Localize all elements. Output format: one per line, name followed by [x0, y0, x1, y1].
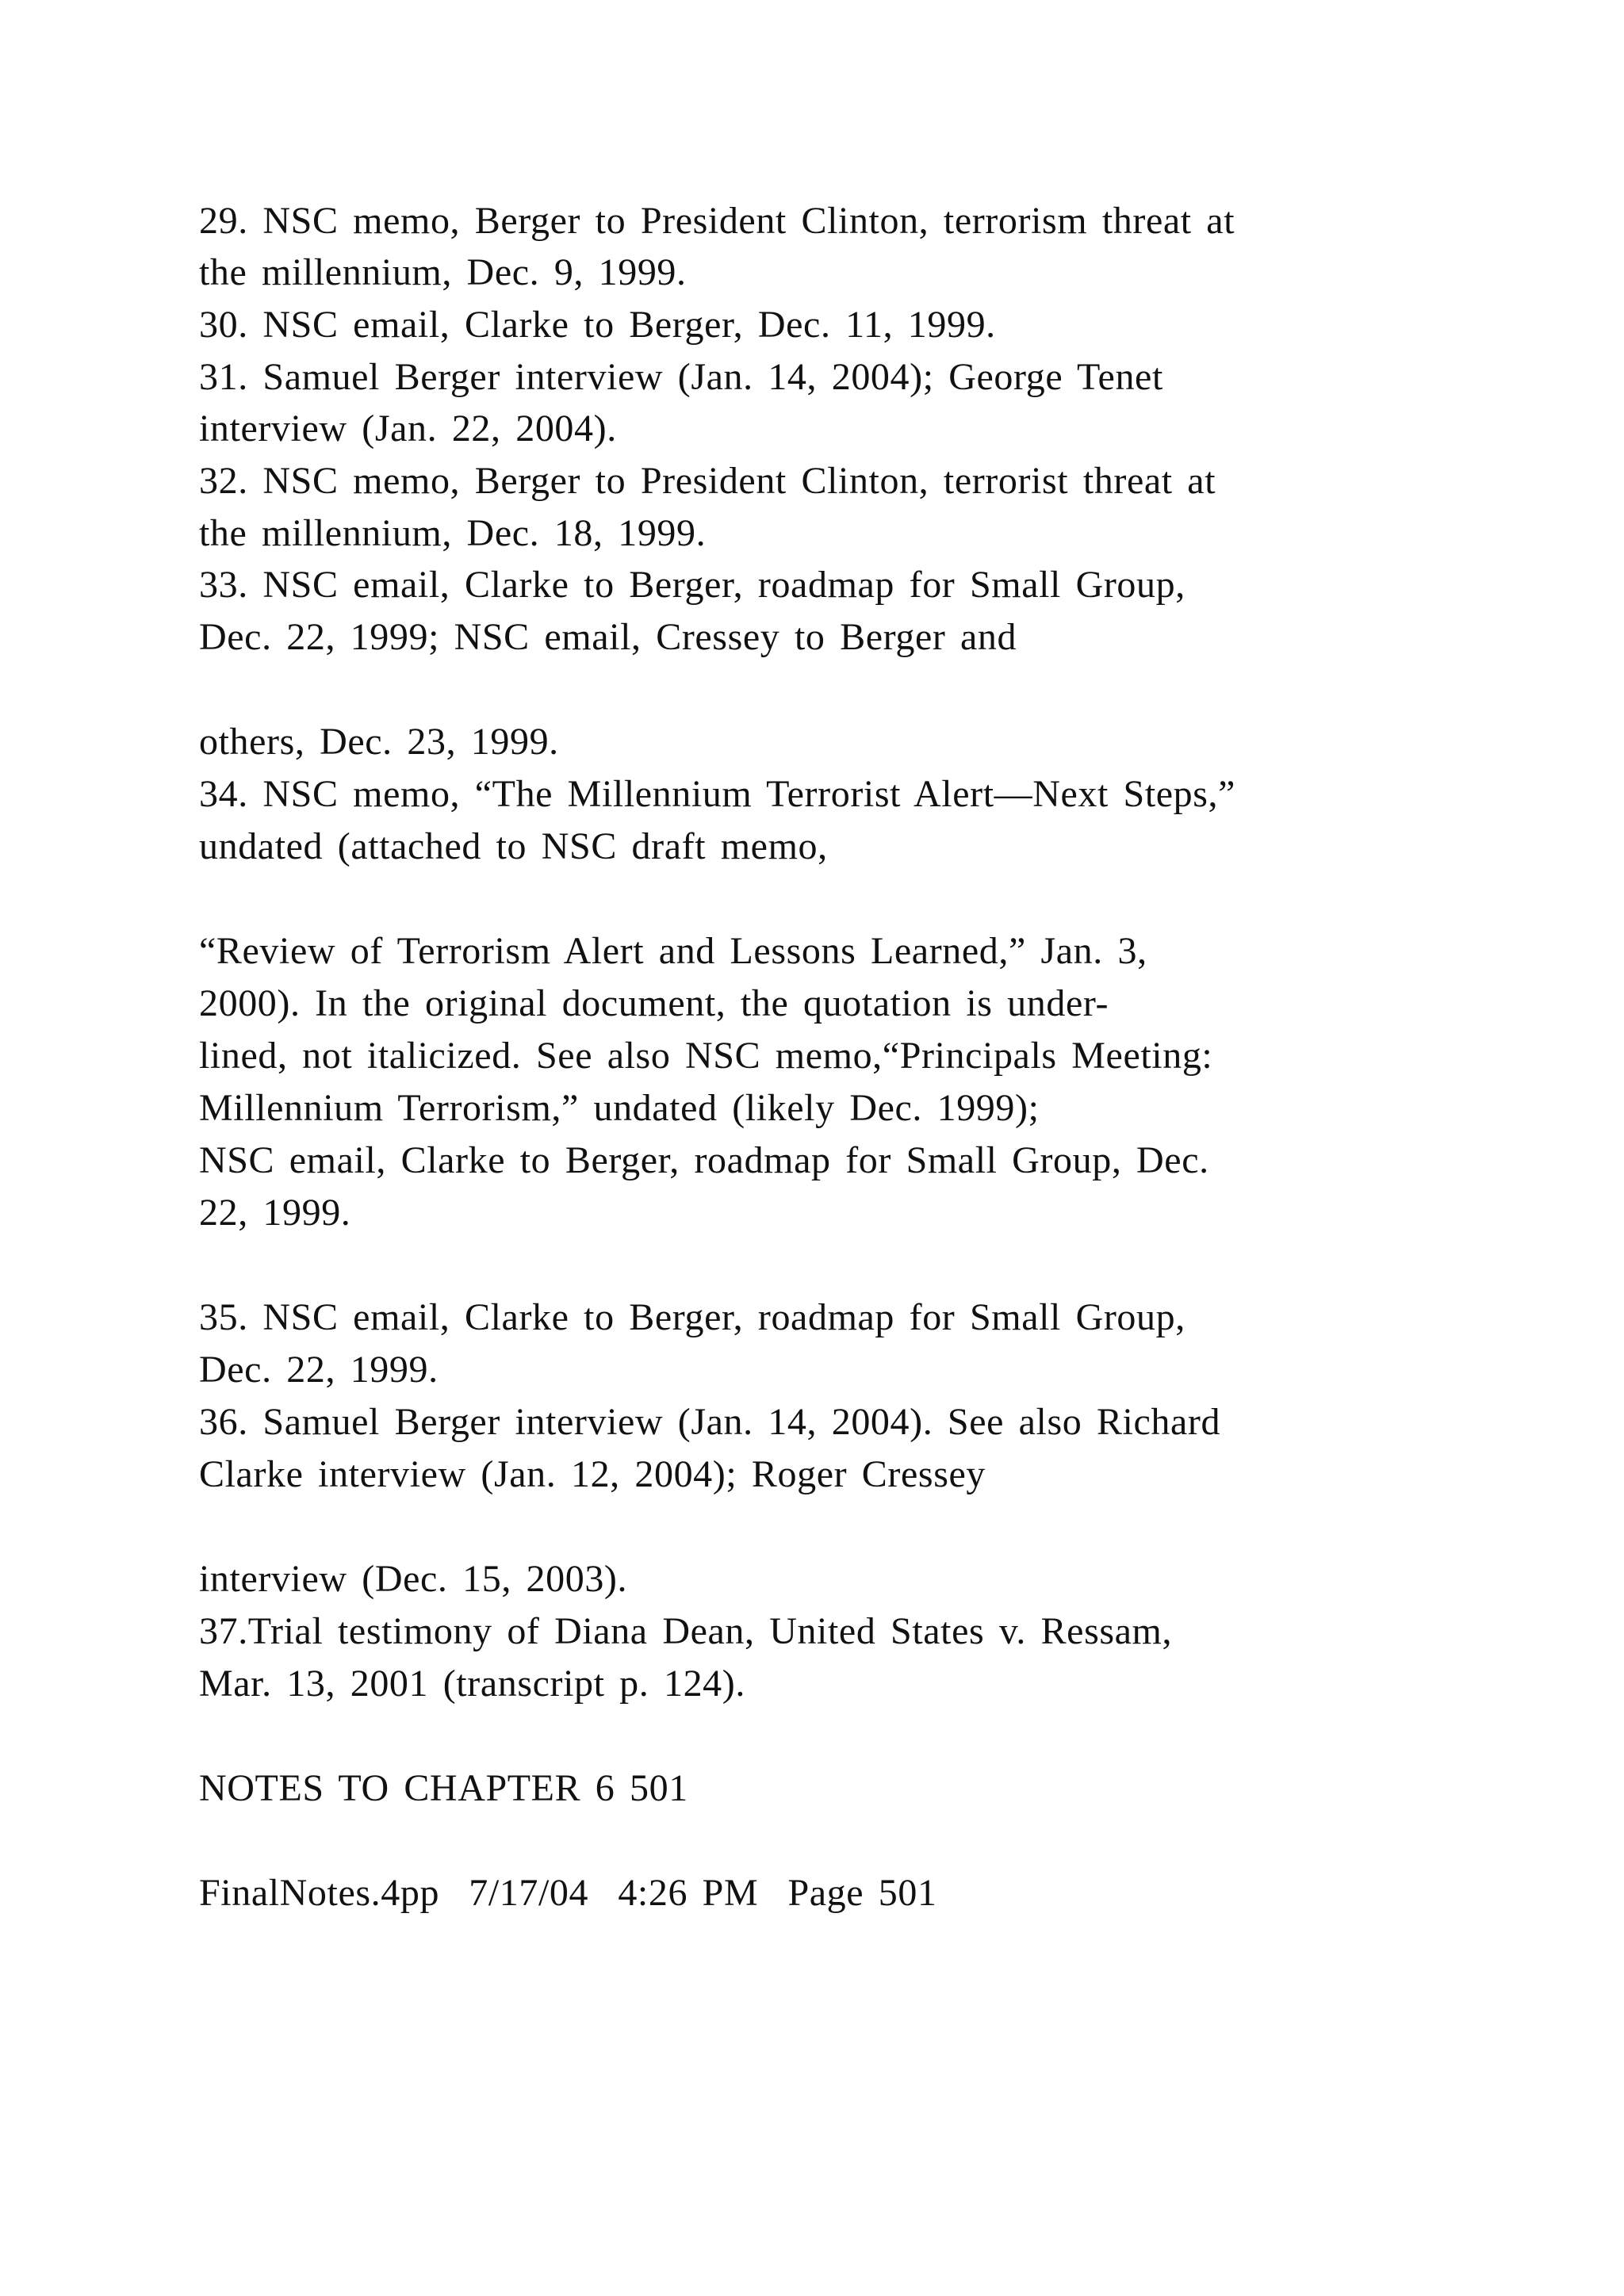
note-34-line-2: undated (attached to NSC draft memo, [199, 825, 828, 867]
note-31-line-2: interview (Jan. 22, 2004). [199, 408, 617, 450]
note-33-line-2: Dec. 22, 1999; NSC email, Cressey to Berger and [199, 616, 1017, 658]
print-slug-line: FinalNotes.4pp 7/17/04 4:26 PM Page 501 [199, 1872, 937, 1914]
note-34-line-7: NSC email, Clarke to Berger, roadmap for Small Group, Dec. [199, 1139, 1209, 1181]
note-34-line-3: “Review of Terrorism Alert and Lessons Learned,” Jan. 3, [199, 930, 1147, 972]
note-31-line-1: 31. Samuel Berger interview (Jan. 14, 2004); George Tenet [199, 356, 1163, 398]
note-37-line-2: Mar. 13, 2001 (transcript p. 124). [199, 1663, 745, 1705]
note-36-line-1: 36. Samuel Berger interview (Jan. 14, 2004). See also Richard [199, 1401, 1221, 1443]
note-34-line-5: lined, not italicized. See also NSC memo,“Principals Meeting: [199, 1035, 1213, 1077]
note-33-line-1: 33. NSC email, Clarke to Berger, roadmap for Small Group, [199, 564, 1185, 606]
note-36-line-2: Clarke interview (Jan. 12, 2004); Roger Cressey [199, 1453, 986, 1495]
note-32-line-1: 32. NSC memo, Berger to President Clinton, terrorist threat at [199, 460, 1216, 502]
note-29-line-1: 29. NSC memo, Berger to President Clinton, terrorism threat at [199, 200, 1235, 242]
note-29-line-2: the millennium, Dec. 9, 1999. [199, 251, 687, 293]
note-36-line-3: interview (Dec. 15, 2003). [199, 1558, 628, 1600]
note-33-line-3: others, Dec. 23, 1999. [199, 721, 559, 763]
note-35-line-2: Dec. 22, 1999. [199, 1349, 439, 1391]
running-footer: NOTES TO CHAPTER 6 501 [199, 1767, 688, 1809]
note-35-line-1: 35. NSC email, Clarke to Berger, roadmap for Small Group, [199, 1296, 1185, 1338]
note-34-line-4: 2000). In the original document, the quotation is under- [199, 982, 1109, 1024]
note-37-line-1: 37.Trial testimony of Diana Dean, United States v. Ressam, [199, 1610, 1173, 1652]
note-30-line-1: 30. NSC email, Clarke to Berger, Dec. 11, 1999. [199, 304, 996, 346]
note-32-line-2: the millennium, Dec. 18, 1999. [199, 512, 707, 554]
note-34-line-8: 22, 1999. [199, 1192, 351, 1234]
note-34-line-1: 34. NSC memo, “The Millennium Terrorist Alert—Next Steps,” [199, 773, 1236, 815]
note-34-line-6: Millennium Terrorism,” undated (likely Dec. 1999); [199, 1087, 1040, 1129]
